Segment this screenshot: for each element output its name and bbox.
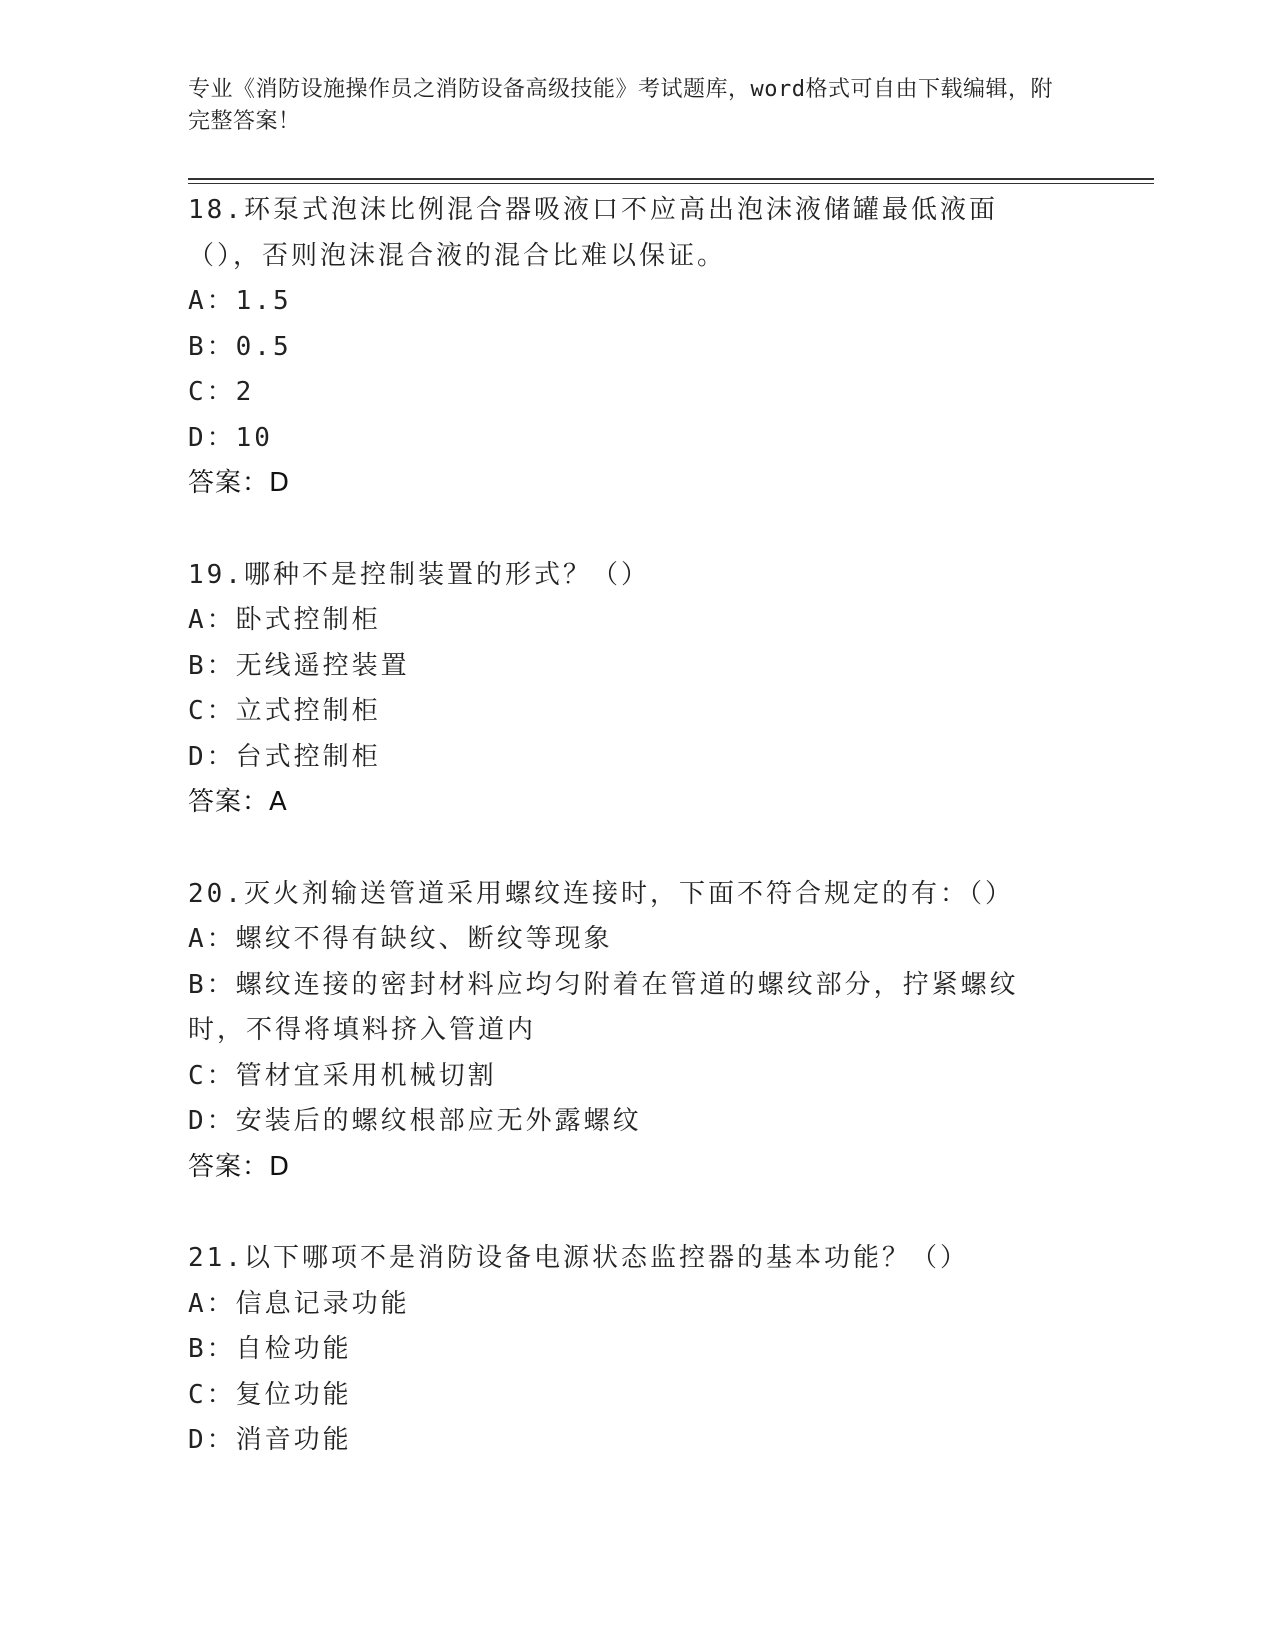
option-d: D：消音功能	[188, 1425, 352, 1455]
option-d: D：10	[188, 422, 273, 453]
option-a: A：1.5	[188, 286, 292, 316]
option-c: C：2	[188, 377, 255, 407]
header-divider-thin	[188, 183, 1154, 184]
option-a: A：卧式控制柜	[188, 605, 381, 635]
option-b: B：0.5	[188, 331, 292, 362]
option-c: C：管材宜采用机械切割	[188, 1060, 497, 1091]
question-18	[188, 188, 1068, 507]
question-21	[188, 1236, 1068, 1464]
option-b: B：无线遥控装置	[188, 650, 410, 681]
option-a: A：信息记录功能	[188, 1288, 410, 1319]
answer-line: 答案：D	[188, 468, 291, 498]
document-header: 专业《消防设施操作员之消防设备高级技能》考试题库，word格式可自由下载编辑，附完整答案！	[188, 77, 1053, 134]
question-list	[188, 188, 1068, 1510]
question-stem: 20.灭火剂输送管道采用螺纹连接时，下面不符合规定的有：（）	[188, 878, 1014, 909]
question-stem: 19.哪种不是控制装置的形式？（）	[188, 559, 650, 590]
option-b: B：螺纹连接的密封材料应均匀附着在管道的螺纹部分，拧紧螺纹时，不得将填料挤入管道内	[188, 969, 1019, 1045]
question-stem: 18.环泵式泡沫比例混合器吸液口不应高出泡沫液储罐最低液面（），否则泡沫混合液的混合比难以保证。	[188, 195, 998, 271]
answer-line: 答案：D	[188, 1151, 291, 1182]
option-d: D：安装后的螺纹根部应无外露螺纹	[188, 1106, 642, 1136]
option-c: C：复位功能	[188, 1379, 352, 1410]
option-a: A：螺纹不得有缺纹、断纹等现象	[188, 924, 613, 954]
question-stem: 21.以下哪项不是消防设备电源状态监控器的基本功能？（）	[188, 1243, 969, 1273]
question-20	[188, 872, 1068, 1191]
answer-line: 答案：A	[188, 787, 288, 817]
option-b: B：自检功能	[188, 1334, 352, 1364]
option-d: D：台式控制柜	[188, 741, 381, 772]
question-19	[188, 553, 1068, 826]
option-c: C：立式控制柜	[188, 696, 381, 726]
header-divider-thick	[188, 178, 1154, 180]
